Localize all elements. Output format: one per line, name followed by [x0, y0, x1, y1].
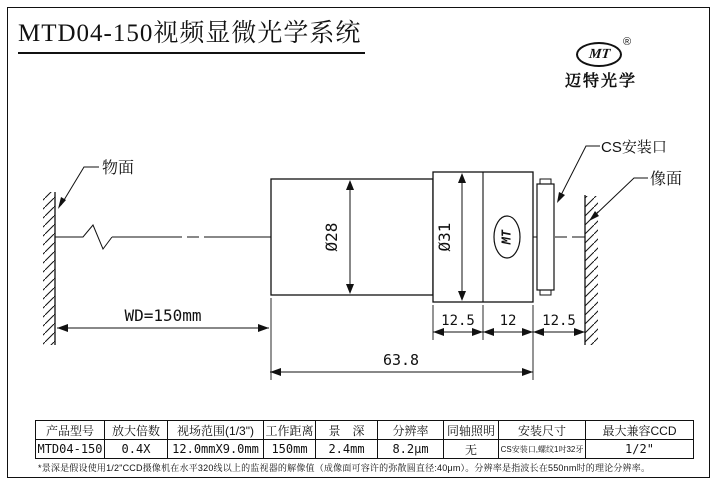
- spec-table-value-row: [36, 440, 694, 459]
- barrel-mt-logo-text: MT: [499, 229, 514, 245]
- cs-mount-arrow-icon: [557, 192, 565, 203]
- image-plane-label: 像面: [650, 171, 683, 188]
- rear-dim2-text: 12: [499, 313, 517, 329]
- mt-logo-text: MT: [587, 46, 611, 62]
- value-magnification: 0.4X: [105, 440, 168, 459]
- total-dim-arrow-right-icon: [522, 368, 533, 376]
- rear-dim-arrow5-icon: [533, 328, 544, 336]
- wd-dim-text: WD=150mm: [124, 306, 202, 325]
- value-mount-size: CS安装口,螺纹1吋32牙: [499, 440, 586, 459]
- rear-dim-arrow1-icon: [433, 328, 444, 336]
- company-name: 迈特光学: [565, 73, 638, 90]
- header-mount-size: 安装尺寸: [499, 421, 586, 440]
- total-dim-arrow-left-icon: [270, 368, 281, 376]
- wd-arrow-right-icon: [258, 324, 269, 332]
- header-field-of-view: 视场范围(1/3"): [168, 421, 264, 440]
- spec-table: [35, 420, 694, 459]
- lens-front-barrel: [271, 179, 433, 295]
- wd-arrow-left-icon: [57, 324, 68, 332]
- optical-axis-break: [55, 225, 112, 249]
- cs-mount-leader: [558, 146, 600, 201]
- image-plane-leader: [591, 178, 648, 219]
- value-working-distance: 150mm: [264, 440, 316, 459]
- rear-dim3-text: 12.5: [542, 313, 576, 329]
- cs-mount-label: CS安装口: [601, 139, 667, 156]
- spec-table-header-row: [36, 421, 694, 440]
- total-dim-text: 63.8: [382, 351, 420, 369]
- rear-dim-arrow2-icon: [472, 328, 483, 336]
- rear-dim1-text: 12.5: [441, 313, 475, 329]
- registered-trademark-icon: ®: [623, 36, 632, 48]
- object-plane-label: 物面: [102, 160, 135, 177]
- rear-dim-arrow4-icon: [522, 328, 533, 336]
- header-resolution: 分辨率: [378, 421, 444, 440]
- dia28-dim-text: Ø28: [322, 222, 341, 252]
- header-model: 产品型号: [36, 421, 105, 440]
- footnote-text: *景深是假设使用1/2"CCD摄像机在水平320线以上的监视器的解像值（成像面可容许的弥散圆直径:40μm）。分辨率是指波长在550nm时的理论分辨率。: [38, 463, 651, 473]
- value-depth-of-field: 2.4mm: [316, 440, 378, 459]
- object-plane-leader: [61, 167, 99, 205]
- drawing-title: MTD04-150视频显微光学系统: [18, 13, 365, 54]
- value-max-ccd: 1/2": [586, 440, 694, 459]
- rear-dim-arrow6-icon: [574, 328, 585, 336]
- value-field-of-view: 12.0mmX9.0mm: [168, 440, 264, 459]
- value-coaxial-light: 无: [444, 440, 499, 459]
- value-resolution: 8.2μm: [378, 440, 444, 459]
- header-magnification: 放大倍数: [105, 421, 168, 440]
- header-coaxial-light: 同轴照明: [444, 421, 499, 440]
- rear-dim-arrow3-icon: [483, 328, 494, 336]
- header-depth-of-field: 景 深: [316, 421, 378, 440]
- dia31-dim-text: Ø31: [435, 222, 454, 252]
- value-model: MTD04-150: [36, 440, 105, 459]
- object-plane-hatch: [43, 192, 55, 345]
- header-max-ccd: 最大兼容CCD: [586, 421, 694, 440]
- header-working-distance: 工作距离: [264, 421, 316, 440]
- cs-mount-barrel: [537, 184, 554, 290]
